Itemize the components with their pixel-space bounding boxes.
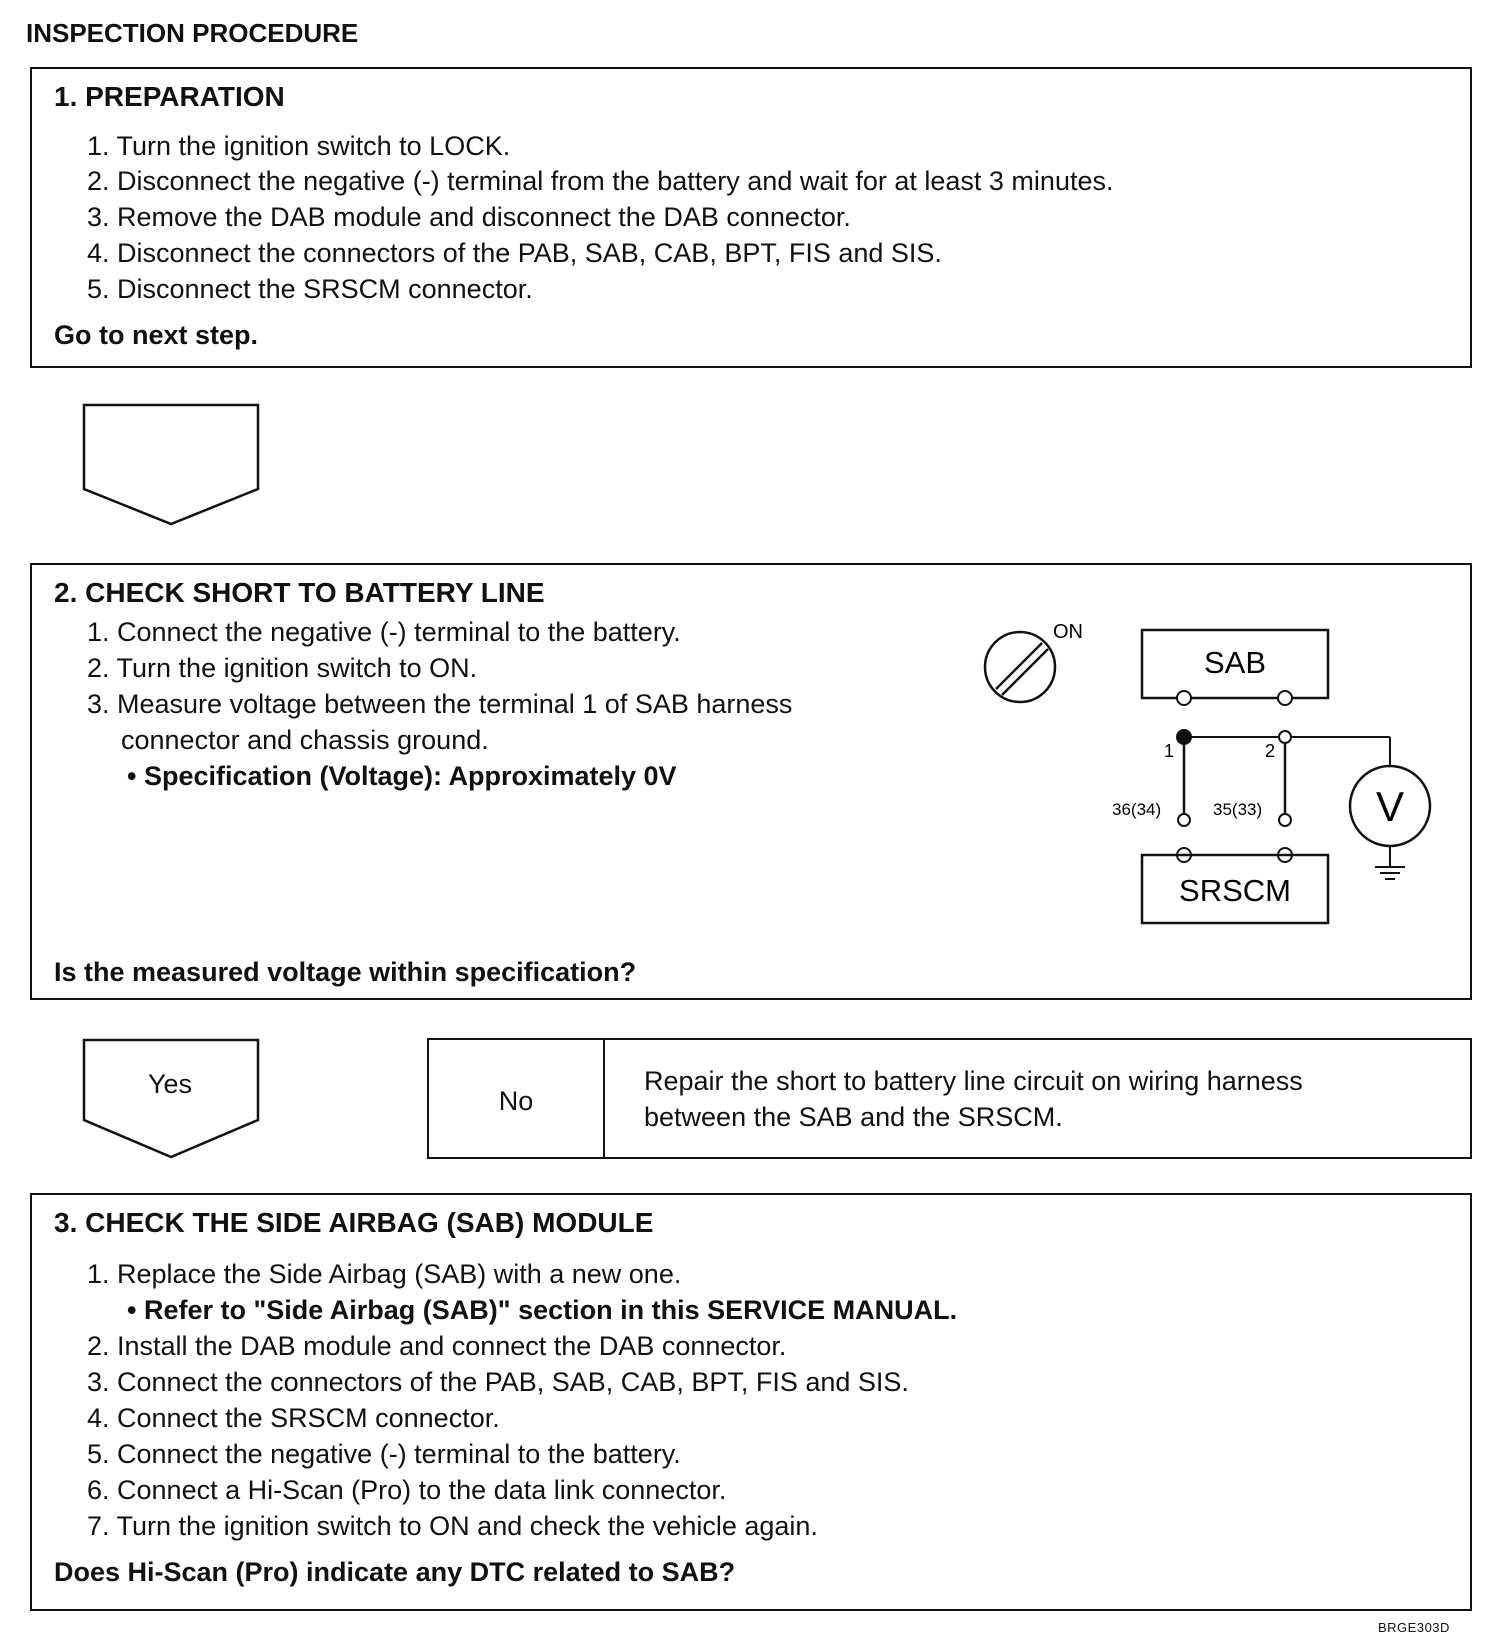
step3-item-5: 5. Connect the negative (-) terminal to the battery.	[87, 1439, 681, 1469]
page-heading: INSPECTION PROCEDURE	[26, 18, 359, 48]
step2-item-1: 1. Connect the negative (-) terminal to the battery.	[87, 617, 681, 647]
step3-question: Does Hi-Scan (Pro) indicate any DTC related to SAB?	[54, 1557, 736, 1587]
no-divider	[603, 1040, 605, 1157]
step2-item-3: 3. Measure voltage between the terminal 1 of SAB harness	[87, 689, 793, 719]
step1-box	[30, 67, 1472, 368]
figure-code: BRGE303D	[1378, 1620, 1450, 1635]
no-label: No	[498, 1086, 534, 1116]
no-box	[427, 1038, 1472, 1159]
sab-pin-left	[1177, 691, 1191, 705]
step1-item-3: 3. Remove the DAB module and disconnect the DAB connector.	[87, 202, 851, 232]
voltmeter-label: V	[1375, 783, 1405, 830]
no-action-line-1: Repair the short to battery line circuit on wiring harness	[644, 1066, 1303, 1096]
step2-question: Is the measured voltage within specification?	[54, 957, 637, 987]
step2-item-2: 2. Turn the ignition switch to ON.	[87, 653, 478, 683]
step3-item-1: 1. Replace the Side Airbag (SAB) with a new one.	[87, 1259, 682, 1289]
step3-box	[30, 1193, 1472, 1611]
step1-title: 1. PREPARATION	[54, 81, 285, 112]
step2-box	[30, 563, 1472, 1000]
step2-spec: • Specification (Voltage): Approximately 0V	[127, 761, 677, 791]
circuit-diagram	[982, 615, 1442, 935]
step3-item-1-note: • Refer to "Side Airbag (SAB)" section in this SERVICE MANUAL.	[127, 1295, 958, 1325]
pin2-bottom-terminal	[1279, 814, 1291, 826]
step2-title: 2. CHECK SHORT TO BATTERY LINE	[54, 577, 545, 608]
pin2-label: 2	[1265, 741, 1276, 761]
pin1-label: 1	[1164, 741, 1175, 761]
step3-item-6: 6. Connect a Hi-Scan (Pro) to the data link connector.	[87, 1475, 727, 1505]
pin2-top-terminal	[1279, 731, 1291, 743]
sab-pin-right	[1278, 691, 1292, 705]
pin1-bottom-terminal	[1178, 814, 1190, 826]
step3-item-7: 7. Turn the ignition switch to ON and check the vehicle again.	[87, 1511, 818, 1541]
step3-item-2: 2. Install the DAB module and connect the DAB connector.	[87, 1331, 787, 1361]
no-action-line-2: between the SAB and the SRSCM.	[644, 1102, 1063, 1132]
step3-item-3: 3. Connect the connectors of the PAB, SAB, CAB, BPT, FIS and SIS.	[87, 1367, 909, 1397]
switch-label: ON	[1053, 621, 1083, 643]
step3-item-4: 4. Connect the SRSCM connector.	[87, 1403, 500, 1433]
srscm-label: SRSCM	[1179, 873, 1291, 908]
terminal-b-label: 35(33)	[1213, 800, 1263, 819]
step1-item-1: 1. Turn the ignition switch to LOCK.	[87, 131, 511, 161]
step1-item-4: 4. Disconnect the connectors of the PAB, SAB, CAB, BPT, FIS and SIS.	[87, 238, 942, 268]
step1-item-2: 2. Disconnect the negative (-) terminal from the battery and wait for at least 3 minutes.	[87, 166, 1114, 196]
yes-label: Yes	[147, 1069, 193, 1099]
yes-arrow	[82, 1038, 262, 1163]
terminal-a-label: 36(34)	[1112, 800, 1162, 819]
step1-footer: Go to next step.	[54, 320, 259, 350]
step1-item-5: 5. Disconnect the SRSCM connector.	[87, 274, 533, 304]
step2-item-3-cont: connector and chassis ground.	[121, 725, 489, 755]
ignition-switch-icon	[985, 632, 1055, 702]
step3-title: 3. CHECK THE SIDE AIRBAG (SAB) MODULE	[54, 1207, 654, 1238]
sab-label: SAB	[1203, 645, 1267, 680]
flow-arrow-1	[82, 403, 262, 528]
